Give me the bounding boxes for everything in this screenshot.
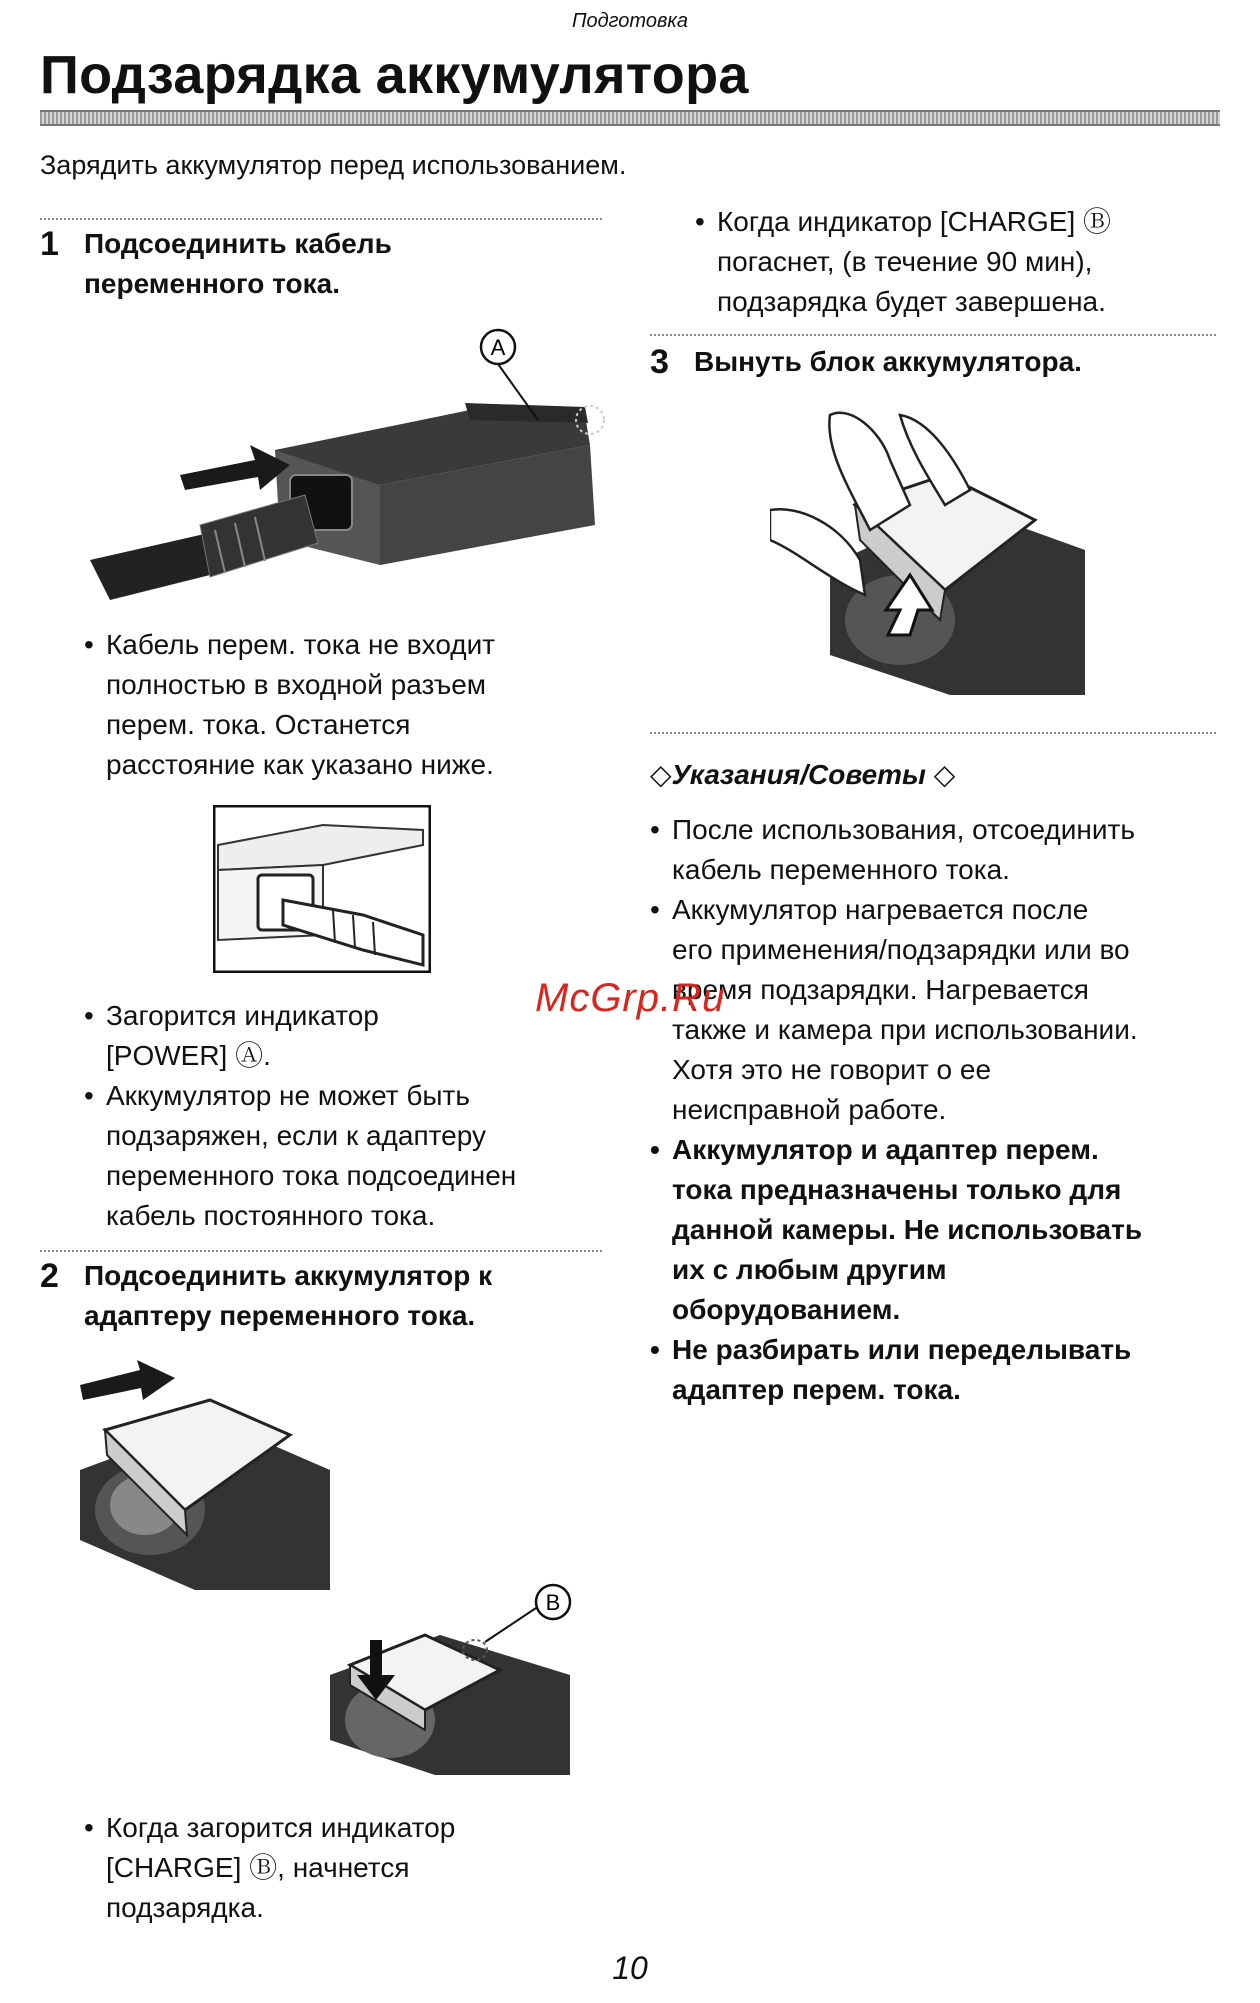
step-2-notes: [84, 1808, 604, 1928]
tip-item-1: • После использования, отсоединить кабель переменного тока.: [650, 810, 1230, 890]
watermark: McGrp.Ru: [535, 976, 726, 1020]
battery-seated-illustration: [325, 1580, 585, 1780]
step-1-notes-2: [84, 996, 604, 1236]
tip-item-3: • Аккумулятор и адаптер перем. тока предназначены только для данной камеры. Не использовать их с любым другим оборудованием.: [650, 1130, 1230, 1330]
step-2-line-1: Подсоединить аккумулятор к: [84, 1260, 493, 1291]
step-1-heading: [40, 224, 600, 304]
right-top-note-1: • Когда индикатор [CHARGE] Ⓑ погаснет, (в течение 90 мин), подзарядка будет завершена.: [695, 202, 1235, 322]
step-2-note-1: • Когда загорится индикатор [CHARGE] Ⓑ, начнется подзарядка.: [84, 1808, 604, 1928]
step-1-notes: [84, 625, 604, 785]
step-3-line-1: Вынуть блок аккумулятора.: [694, 346, 1082, 377]
page-number: 10: [612, 1950, 648, 1986]
separator-right-1: [650, 334, 1216, 336]
step-3-number: 3: [650, 343, 669, 381]
step-2-heading: [40, 1256, 600, 1336]
step-2-line-2: адаптеру переменного тока.: [84, 1300, 476, 1331]
label-a-text: A: [490, 335, 506, 360]
ac-adapter-illustration: [50, 325, 605, 610]
section-label: Подготовка: [572, 10, 688, 32]
step-1-line-1: Подсоединить кабель: [84, 228, 392, 259]
step-1-number: 1: [40, 225, 59, 263]
step-1-line-2: переменного тока.: [84, 268, 340, 299]
step-3-heading: [650, 342, 1220, 382]
tips-list: [650, 810, 1230, 1410]
step-1-note-1: • Кабель перем. тока не входит полностью в входной разъем перем. тока. Останется расстояние как указано ниже.: [84, 625, 604, 785]
separator-left-2: [40, 1250, 602, 1252]
step-2-number: 2: [40, 1257, 59, 1295]
intro-text: Зарядить аккумулятор перед использованием.: [40, 150, 627, 180]
step-1-note-3: • Аккумулятор не может быть подзаряжен, если к адаптеру переменного тока подсоединен кабель постоянного тока.: [84, 1076, 604, 1236]
separator-right-2: [650, 732, 1216, 734]
remove-battery-illustration: [770, 410, 1090, 700]
page-title: Подзарядка аккумулятора: [40, 45, 749, 105]
title-rule: [40, 110, 1220, 126]
right-top-notes: [695, 202, 1235, 322]
insert-battery-illustration: [75, 1360, 335, 1600]
label-b-text: B: [545, 1590, 561, 1615]
tips-title: ◇Указания/Советы ◇: [650, 759, 956, 790]
tip-item-4: • Не разбирать или переделывать адаптер перем. тока.: [650, 1330, 1230, 1410]
tip-item-2: • Аккумулятор нагревается после его применения/подзарядки или во время подзарядки. Нагревается также и камера при использовании. Хотя это не говорит о ее неисправной работе.: [650, 890, 1230, 1130]
separator-left-1: [40, 218, 602, 220]
step-1-note-2: • Загорится индикатор [POWER] Ⓐ.: [84, 996, 604, 1076]
plug-gap-illustration: [213, 805, 431, 973]
